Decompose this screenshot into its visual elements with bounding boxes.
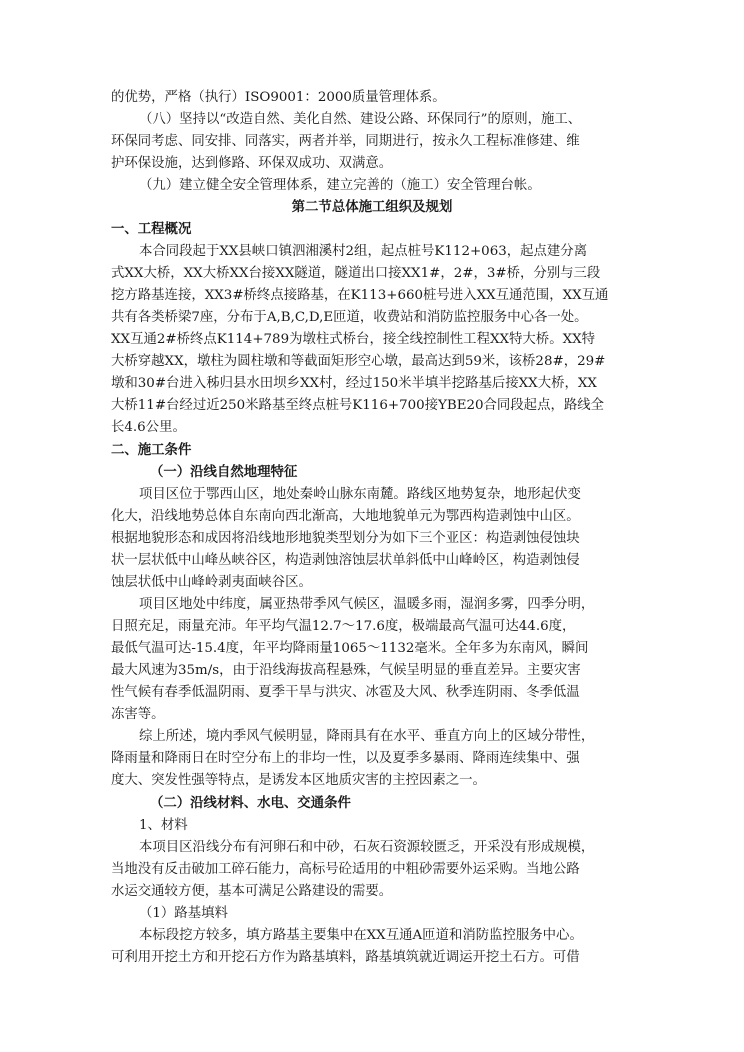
text-line: 项目区地处中纬度，属亚热带季风气候区，温暖多雨，湿润多雾，四季分明， (139, 597, 595, 612)
text-line: 化大，沿线地势总体自东南向西北渐高，大地地貌单元为鄂西构造剥蚀中山区。 (111, 509, 580, 524)
text-line: 本标段挖方较多，填方路基主要集中在XX互通A匝道和消防监控服务中心。 (139, 928, 583, 943)
text-line: 度大、突发性强等特点，是诱发本区地质灾害的主控因素之一。 (111, 773, 486, 788)
text-line: （九）建立健全安全管理体系，建立完善的（施工）安全管理台帐。 (139, 178, 541, 193)
text-line: 本项目区沿线分布有河卵石和中砂，石灰石资源较匮乏，开采没有形成规模， (139, 840, 595, 855)
subheading-1: （一）沿线自然地理特征 (150, 465, 298, 480)
text-line: 降雨量和降雨日在时空分布上的非均一性，以及夏季多暴雨、降雨连续集中、强 (111, 751, 580, 766)
text-line: 最大风速为35m/s，由于沿线海拔高程悬殊，气候呈明显的垂直差异。主要灾害 (111, 663, 581, 678)
text-line: 根据地貌形态和成因将沿线地形地貌类型划分为如下三个亚区：构造剥蚀侵蚀块 (111, 531, 580, 546)
heading-1: 一、工程概况 (111, 222, 192, 237)
text-line: 护环保设施，达到修路、环保双成功、双满意。 (111, 156, 393, 171)
text-line: 本合同段起于XX县峡口镇泗湘溪村2组，起点桩号K112+063，起点建分离 (139, 244, 588, 259)
text-line: 长4.6公里。 (111, 420, 186, 435)
text-line: 大桥穿越XX，墩柱为圆柱墩和等截面矩形空心墩，最高达到59米，该桥28#，29# (111, 354, 606, 369)
text-line: 的优势，严格（执行）ISO9001：2000质量管理体系。 (111, 90, 446, 105)
text-line: 大桥11#台经过近250米路基至终点桩号K116+700接YBE20合同段起点，路线全 (111, 398, 605, 413)
text-line: 冻害等。 (111, 707, 165, 722)
text-line: 当地没有反击破加工碎石能力，高标号砼适用的中粗砂需要外运采购。当地公路 (111, 862, 580, 877)
text-line: 式XX大桥，XX大桥XX台接XX隧道，隧道出口接XX1#，2#，3#桥，分别与三段 (111, 266, 601, 281)
text-line: 蚀层状低中山峰岭剥夷面峡谷区。 (111, 575, 312, 590)
text-line: 环保同考虑、同安排、同落实，两者并举，同期进行，按永久工程标准修建、维 (111, 134, 580, 149)
text-line: 综上所述，境内季风气候明显，降雨具有在水平、垂直方向上的区域分带性， (139, 729, 595, 744)
text-line: （1）路基填料 (139, 906, 228, 921)
text-line: 状一层状低中山峰丛峡谷区，构造剥蚀溶蚀层状单斜低中山峰岭区，构造剥蚀侵 (111, 553, 580, 568)
subheading-2: （二）沿线材料、水电、交通条件 (150, 796, 351, 811)
text-line: 挖方路基连接，XX3#桥终点接路基，在K113+660桩号进入XX互通范围，XX互通 (111, 288, 609, 303)
text-line: 1、材料 (139, 818, 188, 833)
text-line: 日照充足，雨量充沛。年平均气温12.7～17.6度，极端最高气温可达44.6度， (111, 619, 576, 634)
text-line: 可利用开挖土方和开挖石方作为路基填料，路基填筑就近调运开挖土石方。可借 (111, 950, 580, 965)
text-line: 水运交通较方便，基本可满足公路建设的需要。 (111, 884, 393, 899)
heading-2: 二、施工条件 (111, 443, 192, 458)
text-line: 共有各类桥梁7座，分布于A,B,C,D,E匝道，收费站和消防监控服务中心各一处。 (111, 310, 588, 325)
text-line: （八）坚持以“改造自然、美化自然、建设公路、环保同行”的原则，施工、 (139, 112, 582, 127)
text-line: XX互通2#桥终点K114+789为墩柱式桥台，接全线控制性工程XX特大桥。XX特 (111, 332, 596, 347)
text-line: 最低气温可达-15.4度，年平均降雨量1065～1132毫米。全年多为东南风，瞬间 (111, 641, 589, 656)
section-title: 第二节总体施工组织及规划 (291, 200, 453, 215)
text-line: 性气候有春季低温阴雨、夏季干旱与洪灾、冰雹及大风、秋季连阴雨、冬季低温 (111, 685, 580, 700)
text-line: 墩和30#台进入秭归县水田坝乡XX村，经过150米半填半挖路基后接XX大桥，XX (111, 376, 597, 391)
text-line: 项目区位于鄂西山区，地处秦岭山脉东南麓。路线区地势复杂，地形起伏变 (139, 487, 581, 502)
